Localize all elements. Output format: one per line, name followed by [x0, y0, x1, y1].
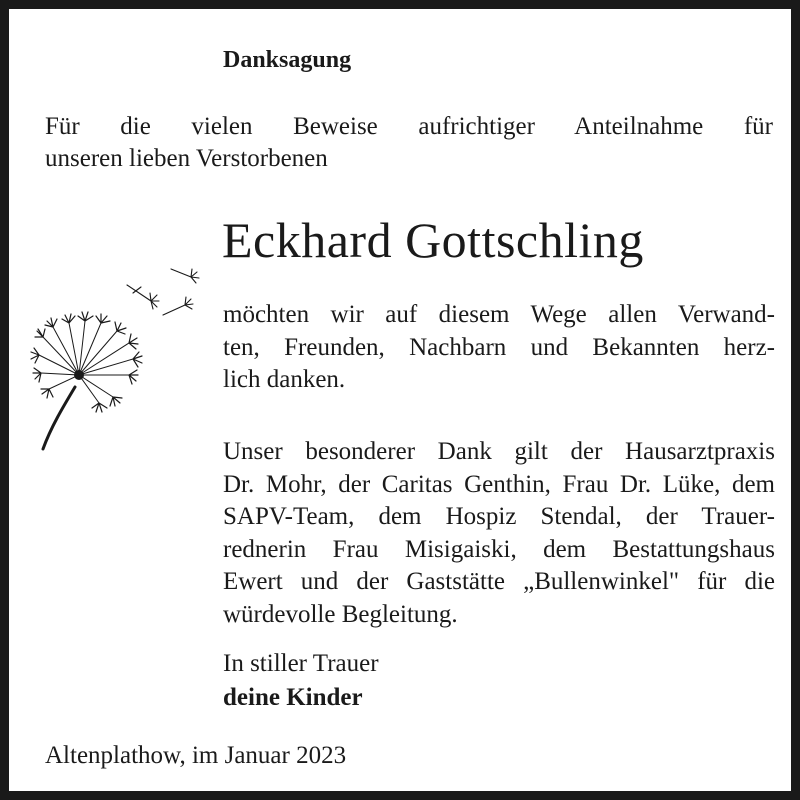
- special-line: Ewert und der Gaststätte „Bullenwinkel" für die: [223, 568, 775, 595]
- closing: [223, 647, 379, 715]
- intro-line-2: unseren lieben Verstorbenen: [45, 145, 328, 172]
- special-line: Unser besonderer Dank gilt der Hausarztpraxis: [223, 438, 775, 465]
- special-line: würdevolle Begleitung.: [223, 600, 458, 628]
- closing-phrase: In stiller Trauer: [223, 650, 379, 677]
- thanks-paragraph: [223, 299, 775, 397]
- special-line: Dr. Mohr, der Caritas Genthin, Frau Dr. Lüke, dem: [223, 470, 775, 498]
- thanks-line: möchten wir auf diesem Wege allen Verwand-: [223, 301, 775, 328]
- intro-line-1: Für die vielen Beweise aufrichtiger Anteilnahme für: [45, 113, 773, 140]
- signature: deine Kinder: [223, 684, 363, 711]
- special-thanks-paragraph: [223, 436, 775, 631]
- thanks-line: lich danken.: [223, 366, 346, 393]
- thanks-line: ten, Freunden, Nachbarn und Bekannten herz-: [223, 333, 775, 361]
- heading: Danksagung: [223, 47, 352, 73]
- special-line: SAPV-Team, dem Hospiz Stendal, der Trauer-: [223, 503, 775, 530]
- deceased-name: Eckhard Gottschling: [222, 212, 644, 268]
- intro-text: [45, 111, 773, 175]
- special-line: rednerin Frau Misigaiski, dem Bestattungshaus: [223, 535, 775, 563]
- dandelion-icon: [29, 257, 209, 457]
- place-date: Altenplathow, im Januar 2023: [45, 742, 347, 769]
